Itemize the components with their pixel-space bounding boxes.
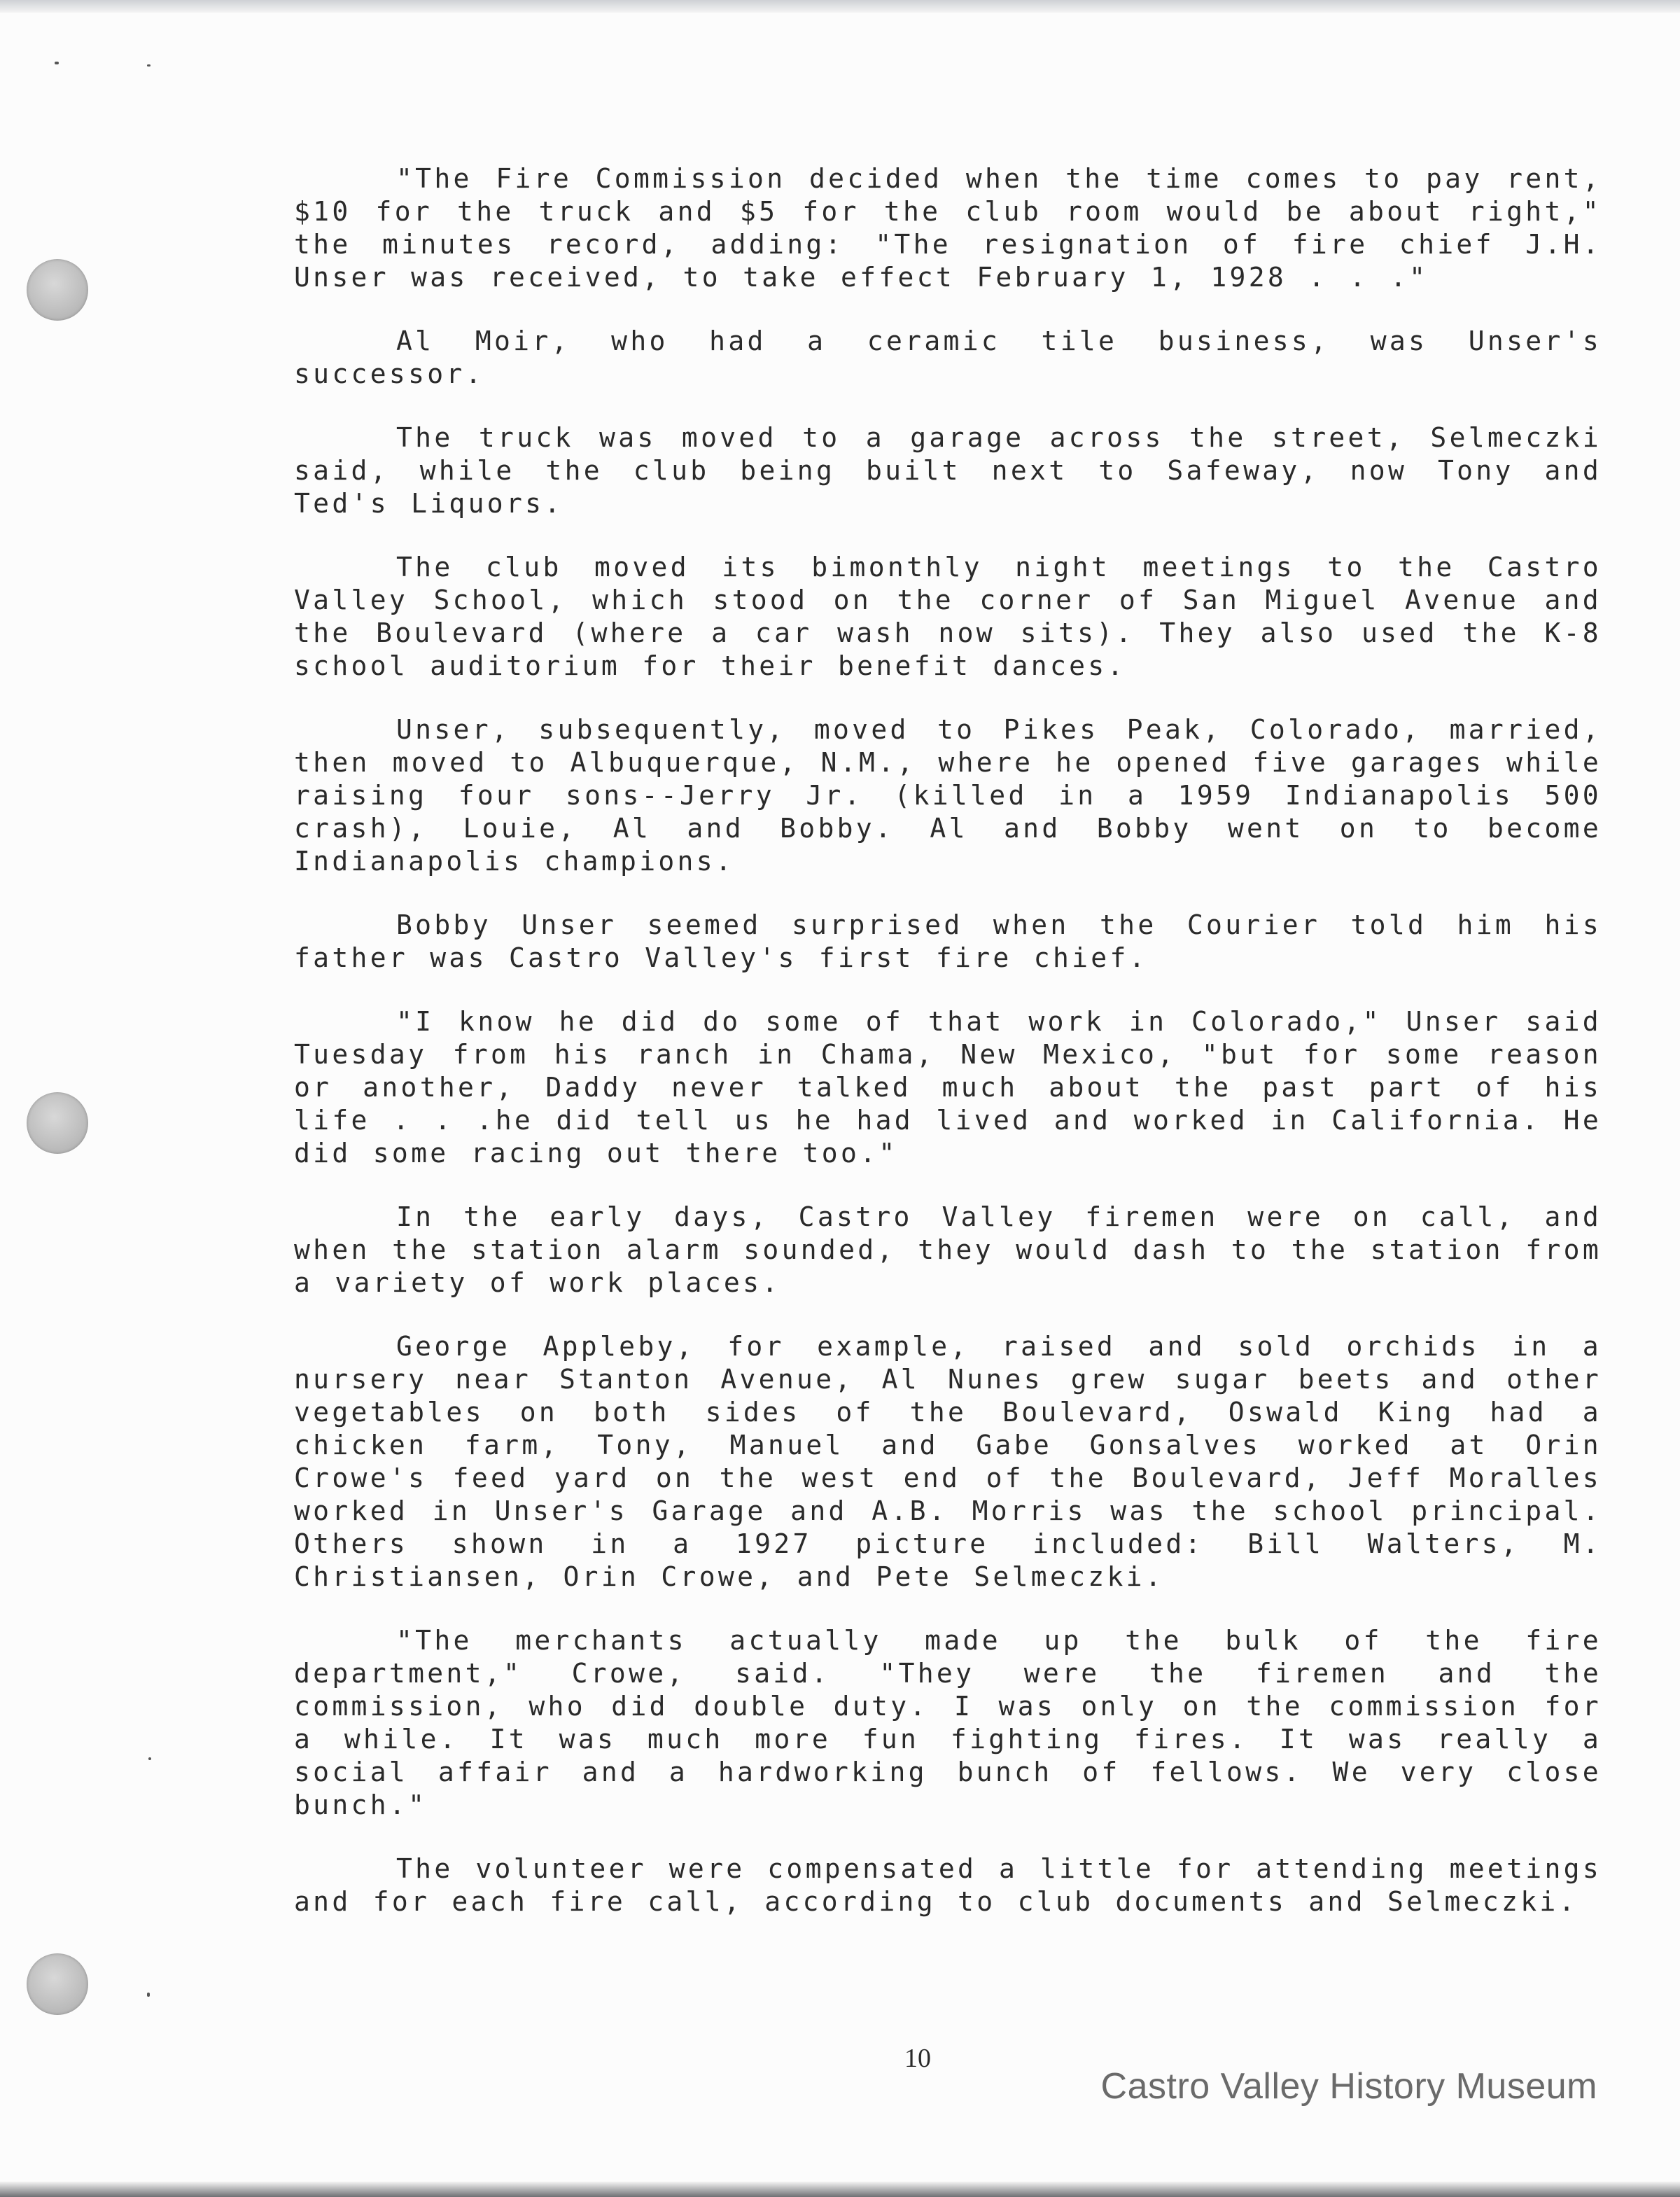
museum-watermark: Castro Valley History Museum	[1100, 2066, 1597, 2107]
paragraph: The volunteer were compensated a little for attending meetings and for each fire call, according to club documents and Selmeczki.	[294, 1853, 1602, 1917]
punch-hole-bottom	[27, 1953, 88, 2015]
punch-hole-top	[27, 259, 88, 321]
paragraph: George Appleby, for example, raised and sold orchids in a nursery near Stanton Avenue, Al Nunes grew sugar beets and other vegetables on both sides of the Boulevard, Oswald King had a chicken farm, Tony, Manuel and Gabe Gonsalves worked at Orin Crowe's feed yard on the west end of the Boulevard, Jeff Moralles worked in Unser's Garage and A.B. Morris was the school principal. Others shown in a 1927 picture included: Bill Walters, M. Christiansen, Orin Crowe, and Pete Selmeczki.	[294, 1331, 1602, 1592]
scan-speck	[55, 62, 59, 64]
paragraph: The truck was moved to a garage across the street, Selmeczki said, while the club being built next to Safeway, now Tony and Ted's Liquors.	[294, 422, 1602, 519]
scan-speck	[147, 1993, 150, 1997]
scan-speck	[148, 1757, 151, 1760]
paragraph: "I know he did do some of that work in Colorado," Unser said Tuesday from his ranch in Chama, New Mexico, "but for some reason or another, Daddy never talked much about the past part of his life . . .he did tell us he had lived and worked in California. He did some racing out there too."	[294, 1006, 1602, 1169]
paragraph: "The Fire Commission decided when the time comes to pay rent, $10 for the truck and $5 for the club room would be about right," the minutes record, adding: "The resignation of fire chief J.H. Unser was received, to take effect February 1, 1928 . . ."	[294, 163, 1602, 293]
paragraph: Unser, subsequently, moved to Pikes Peak, Colorado, married, then moved to Albuquerque, N.M., where he opened five garages while raising four sons--Jerry Jr. (killed in a 1959 Indianapolis 500 crash), Louie, Al and Bobby. Al and Bobby went on to become Indianapolis champions.	[294, 714, 1602, 877]
page-number: 10	[904, 2044, 931, 2073]
paragraph: "The merchants actually made up the bulk of the fire department," Crowe, said. "They were the firemen and the commission, who did double duty. I was only on the commission for a while. It was much more fun fighting fires. It was really a social affair and a hardworking bunch of fellows. We very close bunch."	[294, 1625, 1602, 1820]
paragraph: Bobby Unser seemed surprised when the Courier told him his father was Castro Valley's first fire chief.	[294, 909, 1602, 973]
article-body	[294, 162, 1602, 1949]
paragraph: Al Moir, who had a ceramic tile business, was Unser's successor.	[294, 326, 1602, 389]
scan-bottom-edge	[0, 2182, 1680, 2197]
scan-speck	[147, 64, 150, 67]
paragraph: In the early days, Castro Valley firemen were on call, and when the station alarm sounded, they would dash to the station from a variety of work places.	[294, 1201, 1602, 1298]
punch-hole-middle	[27, 1092, 88, 1154]
paragraph: The club moved its bimonthly night meetings to the Castro Valley School, which stood on the corner of San Miguel Avenue and the Boulevard (where a car wash now sits). They also used the K-8 school auditorium for their benefit dances.	[294, 552, 1602, 681]
scan-top-edge	[0, 0, 1680, 13]
